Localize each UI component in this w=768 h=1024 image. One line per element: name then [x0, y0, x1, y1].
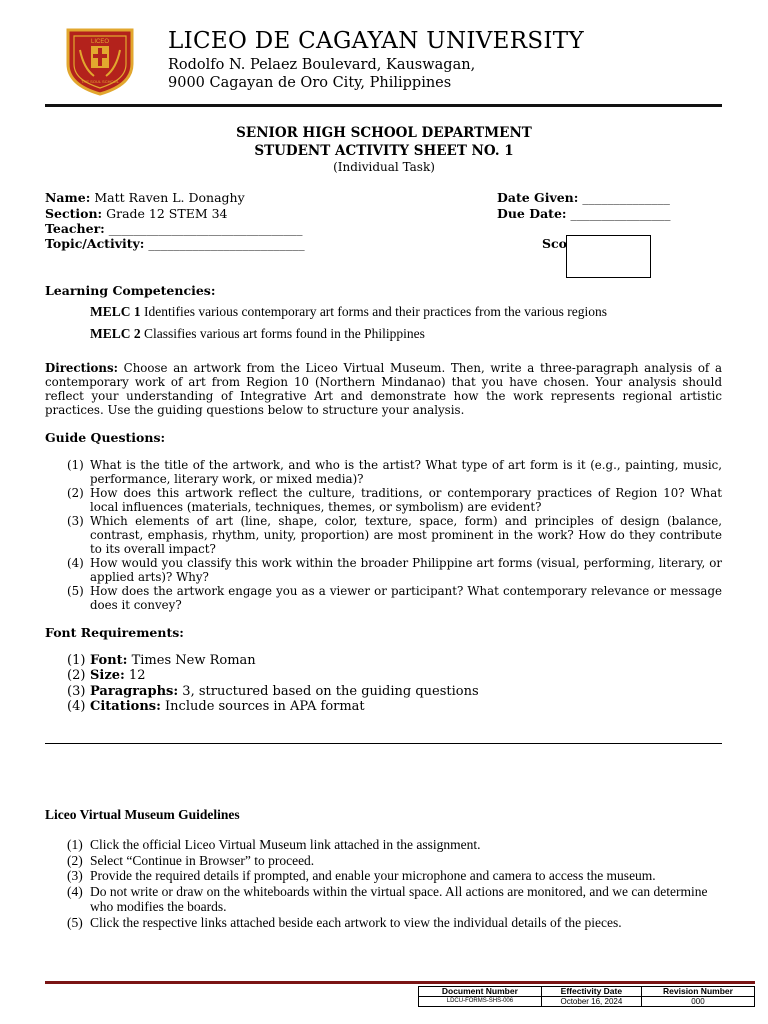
museum-guidelines-heading: Liceo Virtual Museum Guidelines [45, 807, 240, 822]
font-requirements-heading: Font Requirements: [45, 625, 184, 640]
topic-field[interactable]: Topic/Activity: _________________________ [45, 236, 305, 251]
doc-number-header: Document Number [419, 987, 542, 997]
melc-item: MELC 1 Identifies various contemporary art forms and their practices from the various regions [90, 304, 607, 319]
date-given-field[interactable]: Date Given: ______________ [497, 190, 670, 205]
document-info-table [418, 986, 755, 1007]
name-field: Name: Matt Raven L. Donaghy [45, 190, 245, 205]
sheet-title: STUDENT ACTIVITY SHEET NO. 1 [254, 143, 514, 159]
department-title: SENIOR HIGH SCHOOL DEPARTMENT [236, 125, 532, 141]
header-divider [45, 104, 722, 107]
section-field: Section: Grade 12 STEM 34 [45, 206, 228, 221]
list-item: (5) Click the respective links attached beside each artwork to view the individual details of the pieces. [67, 914, 622, 930]
footer-divider [45, 981, 755, 984]
university-name: LICEO DE CAGAYAN UNIVERSITY [168, 28, 584, 54]
teacher-field[interactable]: Teacher: _______________________________ [45, 221, 303, 236]
svg-text:THE SOUL SCHOOL: THE SOUL SCHOOL [81, 79, 119, 84]
museum-guidelines-list [67, 837, 727, 930]
font-requirements-list [67, 653, 479, 714]
list-item: (1) Font: Times New Roman [67, 653, 256, 668]
guide-questions-list [67, 458, 722, 612]
list-item: (4) Citations: Include sources in APA format [67, 698, 365, 714]
list-item: (1) Click the official Liceo Virtual Museum link attached in the assignment. [67, 837, 481, 852]
list-item: (1) What is the title of the artwork, and who is the artist? What type of art form is it (e.g., painting, music, performance, literary work, or mixed media)? [67, 458, 722, 486]
list-item: (2) How does this artwork reflect the culture, traditions, or contemporary practices of Region 10? What local influences (materials, techniques, themes, or symbolism) are evident? [67, 486, 722, 514]
list-item: (5) How does the artwork engage you as a viewer or participant? What contemporary relevance or message does it convey? [67, 584, 722, 612]
university-address: Rodolfo N. Pelaez Boulevard, Kauswagan, 9000 Cagayan de Oro City, Philippines [168, 57, 476, 91]
score-box[interactable] [566, 235, 651, 278]
list-item: (2) Size: 12 [67, 668, 146, 684]
melc-item: MELC 2 Classifies various art forms found in the Philippines [90, 326, 425, 341]
list-item: (2) Select “Continue in Browser” to proceed. [67, 852, 315, 868]
effectivity-value: October 16, 2024 [541, 997, 641, 1007]
list-item: (3) Paragraphs: 3, structured based on the guiding questions [67, 683, 479, 699]
score-label: Sco [542, 236, 567, 251]
list-item: (3) Provide the required details if prompted, and enable your microphone and camera to access the museum. [67, 868, 656, 883]
list-item: (4) Do not write or draw on the whiteboards within the virtual space. All actions are monitored, and we can determine who modifies the boards. [67, 883, 708, 914]
list-item: (3) Which elements of art (line, shape, color, texture, space, form) and principles of design (balance, contrast, emphasis, rhythm, unity, proportion) are most prominent in the work? How do they contribute to its overall impact? [67, 514, 722, 556]
doc-number-value: LDCU-FORMS-SHS-006 [419, 997, 542, 1007]
due-date-field[interactable]: Due Date: ________________ [497, 206, 671, 221]
directions-paragraph: Directions: Choose an artwork from the Liceo Virtual Museum. Then, write a three-paragraph analysis of a contemporary work of art from Region 10 (Northern Mindanao) that you have chosen. Your analysis should reflect your understanding of Integrative Art and demonstrate how the work represents regional artistic practices. Use the guiding questions below to structure your analysis. [45, 361, 722, 417]
svg-text:LICEO: LICEO [90, 39, 110, 45]
guide-heading: Guide Questions: [45, 430, 166, 445]
revision-header: Revision Number [641, 987, 754, 997]
competencies-heading: Learning Competencies: [45, 283, 216, 298]
revision-value: 000 [641, 997, 754, 1007]
section-divider [45, 743, 722, 744]
task-type: (Individual Task) [333, 160, 435, 174]
effectivity-header: Effectivity Date [541, 987, 641, 997]
university-seal-logo [62, 26, 138, 96]
list-item: (4) How would you classify this work within the broader Philippine art forms (visual, performing, literary, or applied arts)? Why? [67, 556, 722, 584]
